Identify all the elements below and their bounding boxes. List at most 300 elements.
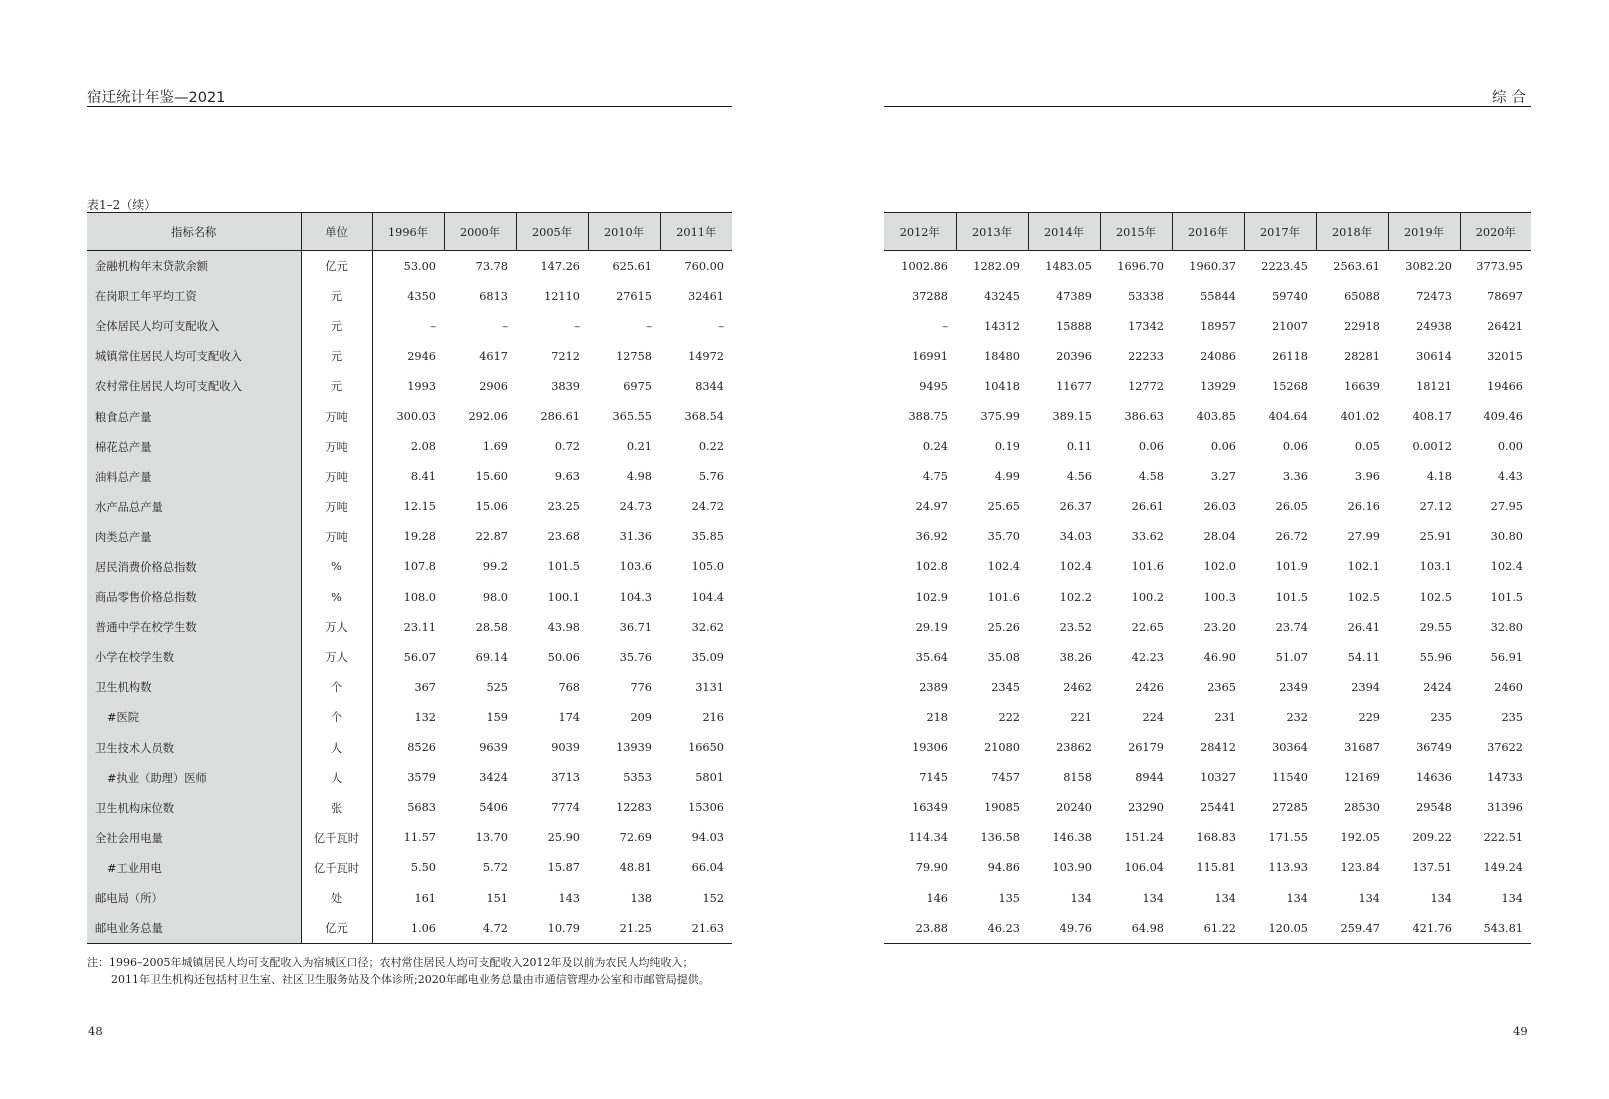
value-cell: 6975 <box>623 379 652 393</box>
value-cell: 23290 <box>1128 801 1164 815</box>
table-row <box>884 642 1531 672</box>
value-cell: 28530 <box>1344 801 1380 815</box>
value-cell: 42.23 <box>1131 650 1164 664</box>
value-cell: 23.74 <box>1275 620 1308 634</box>
indicator-name: 邮电局（所） <box>87 883 301 913</box>
unit-cell: 个 <box>301 672 372 702</box>
value-cell: 2460 <box>1494 680 1523 694</box>
value-cell: 25.65 <box>987 500 1020 514</box>
value-cell: 19.28 <box>403 530 436 544</box>
value-cell: 23.88 <box>915 921 948 935</box>
table-row <box>87 341 732 371</box>
table-row <box>884 281 1531 311</box>
table-row <box>87 552 732 582</box>
value-cell: 38.26 <box>1059 650 1092 664</box>
value-cell: 147.26 <box>540 259 580 273</box>
value-cell: 103.90 <box>1052 861 1092 875</box>
note-line-2: 2011年卫生机构还包括村卫生室、社区卫生服务站及个体诊所;2020年邮电业务总量由市通信管理办公室和市邮管局提供。 <box>111 973 710 986</box>
value-cell: 55.96 <box>1419 650 1452 664</box>
unit-cell: 人 <box>301 733 372 763</box>
column-header: 2019年 <box>1388 213 1460 251</box>
unit-cell: 亿千瓦时 <box>301 853 372 883</box>
value-cell: 5.50 <box>410 861 436 875</box>
value-cell: 12758 <box>616 349 652 363</box>
indicator-name: 小学在校学生数 <box>87 642 301 672</box>
value-cell: 15268 <box>1272 379 1308 393</box>
indicator-name: 棉花总产量 <box>87 432 301 462</box>
value-cell: 78697 <box>1487 289 1523 303</box>
value-cell: 18957 <box>1200 319 1236 333</box>
value-cell: 72.69 <box>619 831 652 845</box>
value-cell: 100.2 <box>1131 590 1164 604</box>
table-row <box>884 612 1531 642</box>
value-cell: 30364 <box>1272 741 1308 755</box>
value-cell: 4.43 <box>1497 470 1523 484</box>
column-header: 2016年 <box>1172 213 1244 251</box>
value-cell: 32.80 <box>1490 620 1523 634</box>
value-cell: 30.80 <box>1490 530 1523 544</box>
value-cell: 26.61 <box>1131 500 1164 514</box>
value-cell: 100.3 <box>1203 590 1236 604</box>
value-cell: 43245 <box>984 289 1020 303</box>
value-cell: 235 <box>1430 710 1452 724</box>
value-cell: 134 <box>1070 891 1092 905</box>
value-cell: 13.70 <box>475 831 508 845</box>
value-cell: 404.64 <box>1268 410 1308 424</box>
value-cell: 24.72 <box>691 500 724 514</box>
value-cell: 100.1 <box>547 590 580 604</box>
value-cell: 5801 <box>695 771 724 785</box>
value-cell: 4.72 <box>482 921 508 935</box>
value-cell: 11540 <box>1272 771 1308 785</box>
table-row <box>87 251 732 282</box>
value-cell: 23.52 <box>1059 620 1092 634</box>
value-cell: 3082.20 <box>1405 259 1452 273</box>
value-cell: 1696.70 <box>1117 259 1164 273</box>
value-cell: 21007 <box>1272 319 1308 333</box>
value-cell: 5683 <box>407 801 436 815</box>
value-cell: 1282.09 <box>973 259 1020 273</box>
value-cell: 32015 <box>1487 349 1523 363</box>
unit-cell: 亿元 <box>301 251 372 282</box>
value-cell: 35.85 <box>691 530 724 544</box>
value-cell: 18121 <box>1416 379 1452 393</box>
unit-cell: 万吨 <box>301 522 372 552</box>
value-cell: 13939 <box>616 741 652 755</box>
value-cell: 3.96 <box>1354 470 1380 484</box>
value-cell: 525 <box>486 680 508 694</box>
value-cell: 8526 <box>407 741 436 755</box>
value-cell: 26.16 <box>1347 500 1380 514</box>
value-cell: 209.22 <box>1412 831 1452 845</box>
value-cell: 10418 <box>984 379 1020 393</box>
value-cell: 8158 <box>1063 771 1092 785</box>
value-cell: 27615 <box>616 289 652 303</box>
value-cell: 20240 <box>1056 801 1092 815</box>
value-cell: 123.84 <box>1340 861 1380 875</box>
table-row <box>884 341 1531 371</box>
table-row <box>884 853 1531 883</box>
table-notes <box>87 954 710 988</box>
value-cell: 2389 <box>919 680 948 694</box>
value-cell: 5406 <box>479 801 508 815</box>
value-cell: 16639 <box>1344 379 1380 393</box>
value-cell: 28412 <box>1200 741 1236 755</box>
value-cell: 14972 <box>688 349 724 363</box>
value-cell: 21.25 <box>619 921 652 935</box>
value-cell: 2946 <box>407 349 436 363</box>
value-cell: 28.04 <box>1203 530 1236 544</box>
value-cell: 49.76 <box>1059 921 1092 935</box>
value-cell: 134 <box>1142 891 1164 905</box>
column-header: 2015年 <box>1100 213 1172 251</box>
unit-cell: 亿千瓦时 <box>301 823 372 853</box>
value-cell: 29548 <box>1416 801 1452 815</box>
value-cell: 17342 <box>1128 319 1164 333</box>
value-cell: 2424 <box>1423 680 1452 694</box>
value-cell: 3131 <box>695 680 724 694</box>
value-cell: 26179 <box>1128 741 1164 755</box>
value-cell: 14733 <box>1487 771 1523 785</box>
value-cell: 2345 <box>991 680 1020 694</box>
value-cell: 174 <box>558 710 580 724</box>
table-row <box>87 401 732 431</box>
value-cell: 408.17 <box>1412 410 1452 424</box>
right-page-header <box>884 84 1531 107</box>
value-cell: 46.23 <box>987 921 1020 935</box>
column-header: 单位 <box>301 213 372 251</box>
value-cell: 216 <box>702 710 724 724</box>
value-cell: 0.05 <box>1354 440 1380 454</box>
value-cell: 0.06 <box>1210 440 1236 454</box>
table-row <box>87 281 732 311</box>
value-cell: 19085 <box>984 801 1020 815</box>
value-cell: 168.83 <box>1196 831 1236 845</box>
value-cell: 9495 <box>919 379 948 393</box>
value-cell: 102.0 <box>1203 560 1236 574</box>
unit-cell: 张 <box>301 793 372 823</box>
unit-cell: 万人 <box>301 612 372 642</box>
value-cell: 10327 <box>1200 771 1236 785</box>
value-cell: 3773.95 <box>1476 259 1523 273</box>
value-cell: 146 <box>926 891 948 905</box>
value-cell: 151.24 <box>1124 831 1164 845</box>
unit-cell: 元 <box>301 341 372 371</box>
indicator-name: 水产品总产量 <box>87 492 301 522</box>
value-cell: 401.02 <box>1340 410 1380 424</box>
value-cell: 1.06 <box>410 921 436 935</box>
value-cell: 9639 <box>479 741 508 755</box>
unit-cell: 万人 <box>301 642 372 672</box>
value-cell: 15.06 <box>475 500 508 514</box>
value-cell: 1483.05 <box>1045 259 1092 273</box>
table-row <box>884 883 1531 913</box>
unit-cell: 元 <box>301 371 372 401</box>
table-row <box>87 672 732 702</box>
column-header: 指标名称 <box>87 213 301 251</box>
value-cell: 108.0 <box>403 590 436 604</box>
table-row <box>884 311 1531 341</box>
value-cell: 134 <box>1430 891 1452 905</box>
value-cell: 7145 <box>919 771 948 785</box>
section-title: 综合 <box>1492 90 1531 106</box>
table-row <box>884 251 1531 282</box>
value-cell: 7774 <box>551 801 580 815</box>
value-cell: 30614 <box>1416 349 1452 363</box>
value-cell: 114.34 <box>908 831 948 845</box>
unit-cell: 万吨 <box>301 492 372 522</box>
value-cell: 1.69 <box>482 440 508 454</box>
value-cell: 24.73 <box>619 500 652 514</box>
value-cell: 134 <box>1214 891 1236 905</box>
value-cell: – <box>646 319 652 333</box>
value-cell: 25.90 <box>547 831 580 845</box>
value-cell: 134 <box>1358 891 1380 905</box>
table-row <box>87 793 732 823</box>
value-cell: 27.12 <box>1419 500 1452 514</box>
table-row <box>87 702 732 732</box>
value-cell: 101.9 <box>1275 560 1308 574</box>
value-cell: 35.08 <box>987 650 1020 664</box>
value-cell: 13929 <box>1200 379 1236 393</box>
value-cell: 19466 <box>1487 379 1523 393</box>
value-cell: 760.00 <box>684 259 724 273</box>
column-header: 2011年 <box>660 213 732 251</box>
value-cell: 23862 <box>1056 741 1092 755</box>
table-row <box>87 311 732 341</box>
value-cell: 25441 <box>1200 801 1236 815</box>
value-cell: 12283 <box>616 801 652 815</box>
value-cell: 53338 <box>1128 289 1164 303</box>
unit-cell: 处 <box>301 883 372 913</box>
value-cell: 106.04 <box>1124 861 1164 875</box>
value-cell: 27285 <box>1272 801 1308 815</box>
table-row <box>884 913 1531 944</box>
value-cell: 232 <box>1286 710 1308 724</box>
value-cell: 104.3 <box>619 590 652 604</box>
value-cell: 0.24 <box>922 440 948 454</box>
value-cell: 65088 <box>1344 289 1380 303</box>
value-cell: 55844 <box>1200 289 1236 303</box>
table-row <box>87 582 732 612</box>
value-cell: 14312 <box>984 319 1020 333</box>
value-cell: 79.90 <box>915 861 948 875</box>
table-row <box>87 883 732 913</box>
value-cell: 146.38 <box>1052 831 1092 845</box>
value-cell: 102.5 <box>1347 590 1380 604</box>
value-cell: 0.21 <box>626 440 652 454</box>
value-cell: 22.87 <box>475 530 508 544</box>
value-cell: – <box>430 319 436 333</box>
value-cell: 48.81 <box>619 861 652 875</box>
unit-cell: 万吨 <box>301 401 372 431</box>
value-cell: 0.19 <box>994 440 1020 454</box>
unit-cell: 个 <box>301 702 372 732</box>
value-cell: 421.76 <box>1412 921 1452 935</box>
table-row <box>884 371 1531 401</box>
value-cell: 1002.86 <box>901 259 948 273</box>
value-cell: – <box>502 319 508 333</box>
right-data-table <box>884 212 1531 944</box>
value-cell: 36.92 <box>915 530 948 544</box>
value-cell: 4.58 <box>1138 470 1164 484</box>
value-cell: 18480 <box>984 349 1020 363</box>
value-cell: 24.97 <box>915 500 948 514</box>
value-cell: 368.54 <box>684 410 724 424</box>
value-cell: 101.6 <box>1131 560 1164 574</box>
value-cell: 12169 <box>1344 771 1380 785</box>
table-row <box>87 492 732 522</box>
left-page-header <box>87 84 732 107</box>
value-cell: – <box>942 319 948 333</box>
table-row <box>87 522 732 552</box>
value-cell: 222.51 <box>1483 831 1523 845</box>
value-cell: 224 <box>1142 710 1164 724</box>
value-cell: 4.98 <box>626 470 652 484</box>
value-cell: 94.03 <box>691 831 724 845</box>
indicator-name: 粮食总产量 <box>87 401 301 431</box>
value-cell: 35.70 <box>987 530 1020 544</box>
value-cell: 32461 <box>688 289 724 303</box>
value-cell: 231 <box>1214 710 1236 724</box>
value-cell: 26.03 <box>1203 500 1236 514</box>
table-row <box>87 913 732 944</box>
value-cell: 2394 <box>1351 680 1380 694</box>
column-header: 2000年 <box>444 213 516 251</box>
unit-cell: 元 <box>301 281 372 311</box>
table-row <box>87 642 732 672</box>
value-cell: 21080 <box>984 741 1020 755</box>
value-cell: 159 <box>486 710 508 724</box>
indicator-name: 在岗职工年平均工资 <box>87 281 301 311</box>
yearbook-title: 宿迁统计年鉴—2021 <box>87 90 226 106</box>
value-cell: 94.86 <box>987 861 1020 875</box>
value-cell: 31.36 <box>619 530 652 544</box>
table-row <box>884 763 1531 793</box>
unit-cell: 万吨 <box>301 462 372 492</box>
value-cell: 31687 <box>1344 741 1380 755</box>
value-cell: 151 <box>486 891 508 905</box>
value-cell: 259.47 <box>1340 921 1380 935</box>
value-cell: 51.07 <box>1275 650 1308 664</box>
table-row <box>87 612 732 642</box>
value-cell: 33.62 <box>1131 530 1164 544</box>
unit-cell: % <box>301 582 372 612</box>
indicator-name: 卫生机构数 <box>87 672 301 702</box>
value-cell: 389.15 <box>1052 410 1092 424</box>
value-cell: 102.5 <box>1419 590 1452 604</box>
value-cell: 34.03 <box>1059 530 1092 544</box>
value-cell: 103.6 <box>619 560 652 574</box>
value-cell: 66.04 <box>691 861 724 875</box>
value-cell: 115.81 <box>1196 861 1236 875</box>
value-cell: 403.85 <box>1196 410 1236 424</box>
value-cell: 16349 <box>912 801 948 815</box>
value-cell: – <box>574 319 580 333</box>
value-cell: 625.61 <box>612 259 652 273</box>
value-cell: 36749 <box>1416 741 1452 755</box>
value-cell: 25.26 <box>987 620 1020 634</box>
value-cell: 59740 <box>1272 289 1308 303</box>
value-cell: 27.99 <box>1347 530 1380 544</box>
value-cell: 134 <box>1286 891 1308 905</box>
value-cell: 24086 <box>1200 349 1236 363</box>
value-cell: 35.76 <box>619 650 652 664</box>
column-header: 2018年 <box>1316 213 1388 251</box>
table-row <box>87 823 732 853</box>
value-cell: 286.61 <box>540 410 580 424</box>
value-cell: 2462 <box>1063 680 1092 694</box>
value-cell: 36.71 <box>619 620 652 634</box>
indicator-name: 全社会用电量 <box>87 823 301 853</box>
unit-cell: % <box>301 552 372 582</box>
value-cell: 375.99 <box>980 410 1020 424</box>
value-cell: 0.06 <box>1138 440 1164 454</box>
value-cell: 9.63 <box>554 470 580 484</box>
value-cell: 26.72 <box>1275 530 1308 544</box>
column-header: 2017年 <box>1244 213 1316 251</box>
value-cell: 26118 <box>1272 349 1308 363</box>
value-cell: 768 <box>558 680 580 694</box>
value-cell: 24938 <box>1416 319 1452 333</box>
value-cell: 0.0012 <box>1412 440 1452 454</box>
indicator-name: #工业用电 <box>87 853 301 883</box>
value-cell: 152 <box>702 891 724 905</box>
value-cell: 101.6 <box>987 590 1020 604</box>
table-caption: 表1–2（续） <box>87 198 157 212</box>
value-cell: 27.95 <box>1490 500 1523 514</box>
value-cell: 50.06 <box>547 650 580 664</box>
value-cell: 16991 <box>912 349 948 363</box>
value-cell: 28.58 <box>475 620 508 634</box>
value-cell: 134 <box>1501 891 1523 905</box>
value-cell: 137.51 <box>1412 861 1452 875</box>
table-row <box>884 793 1531 823</box>
value-cell: 10.79 <box>547 921 580 935</box>
value-cell: 28281 <box>1344 349 1380 363</box>
value-cell: 8344 <box>695 379 724 393</box>
value-cell: 102.2 <box>1059 590 1092 604</box>
table-row <box>884 733 1531 763</box>
indicator-name: 居民消费价格总指数 <box>87 552 301 582</box>
value-cell: 11.57 <box>403 831 436 845</box>
value-cell: 37288 <box>912 289 948 303</box>
indicator-name: 邮电业务总量 <box>87 913 301 944</box>
value-cell: 107.8 <box>403 560 436 574</box>
value-cell: 222 <box>998 710 1020 724</box>
value-cell: 25.91 <box>1419 530 1452 544</box>
table-row <box>884 522 1531 552</box>
value-cell: 3839 <box>551 379 580 393</box>
value-cell: 103.1 <box>1419 560 1452 574</box>
value-cell: 161 <box>414 891 436 905</box>
value-cell: 229 <box>1358 710 1380 724</box>
value-cell: 31396 <box>1487 801 1523 815</box>
value-cell: 26.41 <box>1347 620 1380 634</box>
value-cell: 102.8 <box>915 560 948 574</box>
value-cell: 543.81 <box>1483 921 1523 935</box>
value-cell: 26.37 <box>1059 500 1092 514</box>
value-cell: 35.09 <box>691 650 724 664</box>
value-cell: 64.98 <box>1131 921 1164 935</box>
table-row <box>884 582 1531 612</box>
value-cell: 5.72 <box>482 861 508 875</box>
value-cell: 2349 <box>1279 680 1308 694</box>
value-cell: 15.87 <box>547 861 580 875</box>
value-cell: 4617 <box>479 349 508 363</box>
value-cell: 73.78 <box>475 259 508 273</box>
value-cell: 138 <box>630 891 652 905</box>
